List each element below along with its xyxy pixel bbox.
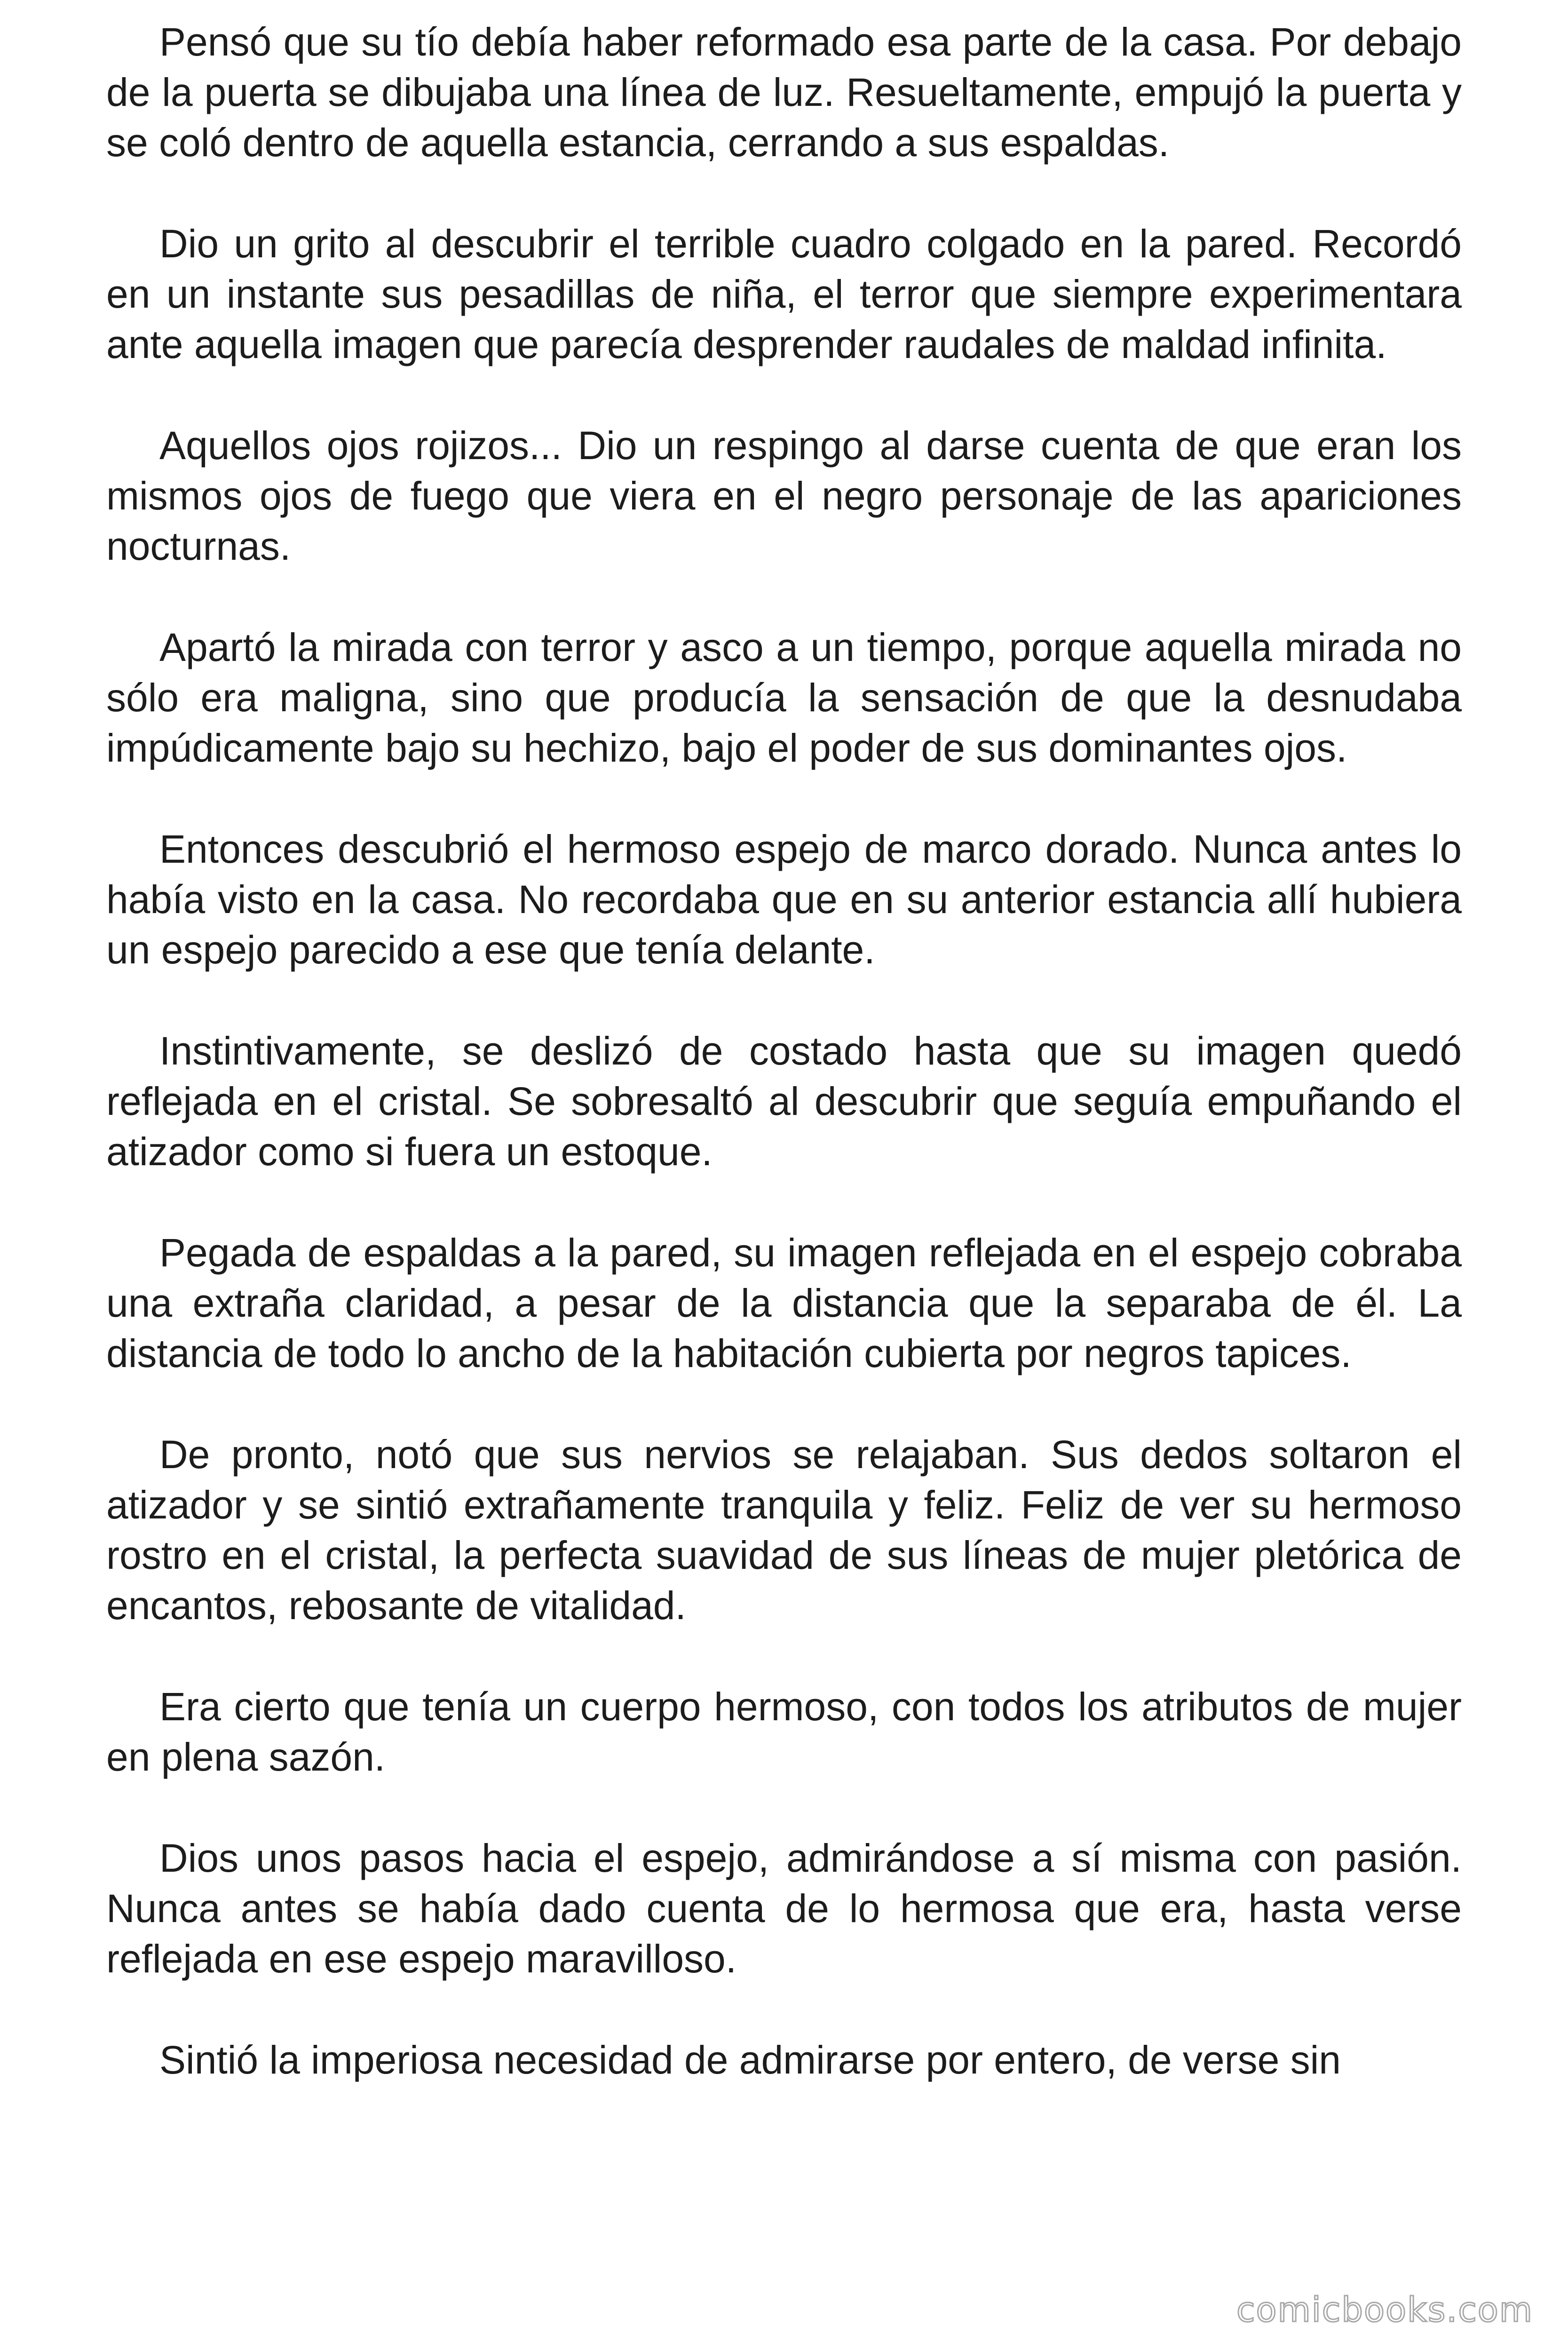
paragraph-4: Apartó la mirada con terror y asco a un tiempo, porque aquella mirada no sólo era maligna, sino que producía la sensación de que la desnudaba impúdicamente bajo su hechizo, bajo el poder de sus dominantes ojos. <box>106 625 1462 770</box>
paragraph-6: Instintivamente, se deslizó de costado hasta que su imagen quedó reflejada en el cristal. Se sobresaltó al descubrir que seguía empuñando el atizador como si fuera un estoque. <box>106 1029 1462 1174</box>
paragraph-10: Dios unos pasos hacia el espejo, admirándose a sí misma con pasión. Nunca antes se había dado cuenta de lo hermosa que era, hasta verse reflejada en ese espejo maravilloso. <box>106 1836 1462 1981</box>
paragraph-7: Pegada de espaldas a la pared, su imagen reflejada en el espejo cobraba una extraña claridad, a pesar de la distancia que la separaba de él. La distancia de todo lo ancho de la habitación cubierta por negros tapices. <box>106 1231 1462 1375</box>
watermark: comicbooks.com <box>1236 2290 1533 2329</box>
paragraph-8: De pronto, notó que sus nervios se relajaban. Sus dedos soltaron el atizador y se sintió extrañamente tranquila y feliz. Feliz de ver su hermoso rostro en el cristal, la perfecta suavidad de sus líneas de mujer pletórica de encantos, rebosante de vitalidad. <box>106 1432 1462 1628</box>
paragraph-2: Dio un grito al descubrir el terrible cuadro colgado en la pared. Recordó en un instante sus pesadillas de niña, el terror que siempre experimentara ante aquella imagen que parecía desprender raudales de maldad infinita. <box>106 222 1462 366</box>
paragraph-11: Sintió la imperiosa necesidad de admirarse por entero, de verse sin <box>159 2038 1341 2082</box>
paragraph-1: Pensó que su tío debía haber reformado esa parte de la casa. Por debajo de la puerta se dibujaba una línea de luz. Resueltamente, empujó la puerta y se coló dentro de aquella estancia, cerrando a sus espaldas. <box>106 20 1462 165</box>
paragraph-5: Entonces descubrió el hermoso espejo de marco dorado. Nunca antes lo había visto en la casa. No recordaba que en su anterior estancia allí hubiera un espejo parecido a ese que tenía delante. <box>106 827 1462 972</box>
paragraph-3: Aquellos ojos rojizos... Dio un respingo al darse cuenta de que eran los mismos ojos de fuego que viera en el negro personaje de las apariciones nocturnas. <box>106 423 1462 568</box>
paragraph-9: Era cierto que tenía un cuerpo hermoso, con todos los atributos de mujer en plena sazón. <box>106 1685 1462 1779</box>
page-body <box>106 17 1462 2085</box>
